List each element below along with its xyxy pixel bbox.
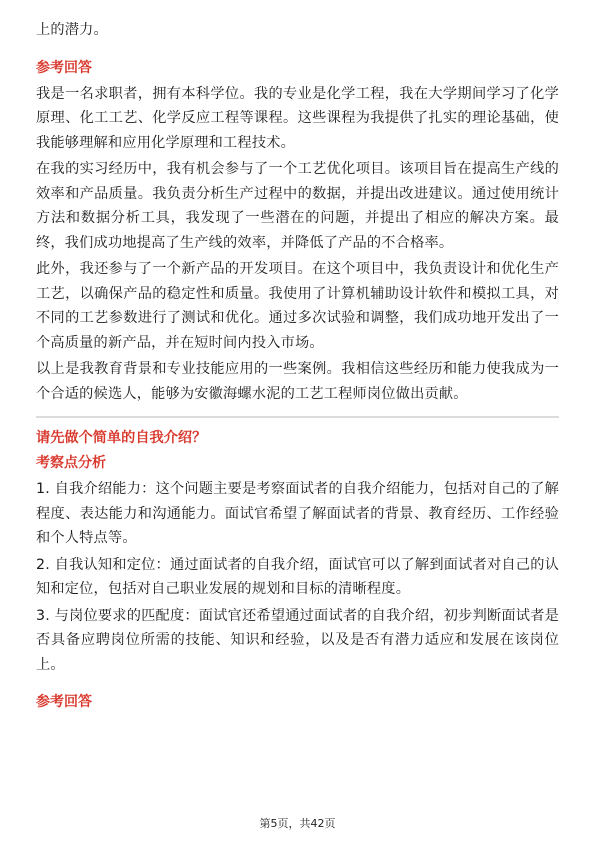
- section-divider: [36, 416, 559, 418]
- document-body: [36, 18, 559, 716]
- reference-answer-heading: 参考回答: [36, 694, 92, 710]
- analysis-point: 3. 与岗位要求的匹配度：面试官还希望通过面试者的自我介绍，初步判断面试者是否具备应聘岗位所需的技能、知识和经验，以及是否有潜力适应和发展在该岗位上。: [36, 607, 559, 673]
- continued-text: 上的潜力。: [36, 22, 108, 38]
- answer-paragraph: 我是一名求职者，拥有本科学位。我的专业是化学工程，我在大学期间学习了化学原理、化工工艺、化学反应工程等课程。这些课程为我提供了扎实的理论基础，使我能够理解和应用化学原理和工程技术。: [36, 85, 559, 151]
- analysis-heading: 考察点分析: [36, 455, 106, 471]
- analysis-point: 1. 自我介绍能力：这个问题主要是考察面试者的自我介绍能力，包括对自己的了解程度、表达能力和沟通能力。面试官希望了解面试者的背景、教育经历、工作经验和个人特点等。: [36, 481, 559, 546]
- answer-paragraph: 在我的实习经历中，我有机会参与了一个工艺优化项目。该项目旨在提高生产线的效率和产品质量。我负责分析生产过程中的数据，并提出改进建议。通过使用统计方法和数据分析工具，我发现了一些潜在的问题，并提出了相应的解决方案。最终，我们成功地提高了生产线的效率，并降低了产品的不合格率。: [36, 161, 559, 251]
- reference-answer-heading: 参考回答: [36, 59, 92, 76]
- answer-paragraph: 以上是我教育背景和专业技能应用的一些案例。我相信这些经历和能力使我成为一个合适的候选人，能够为安徽海螺水泥的工艺工程师岗位做出贡献。: [36, 361, 559, 402]
- question-title: 请先做个简单的自我介绍？: [36, 430, 207, 446]
- answer-paragraph: 此外，我还参与了一个新产品的开发项目。在这个项目中，我负责设计和优化生产工艺，以确保产品的稳定性和质量。我使用了计算机辅助设计软件和模拟工具，对不同的工艺参数进行了测试和优化。通过多次试验和调整，我们成功地开发出了一个高质量的新产品，并在短时间内投入市场。: [36, 261, 559, 351]
- page-number: 第5页，共42页: [259, 817, 336, 830]
- analysis-point: 2. 自我认知和定位：通过面试者的自我介绍，面试官可以了解到面试者对自己的认知和定位，包括对自己职业发展的规划和目标的清晰程度。: [36, 556, 559, 597]
